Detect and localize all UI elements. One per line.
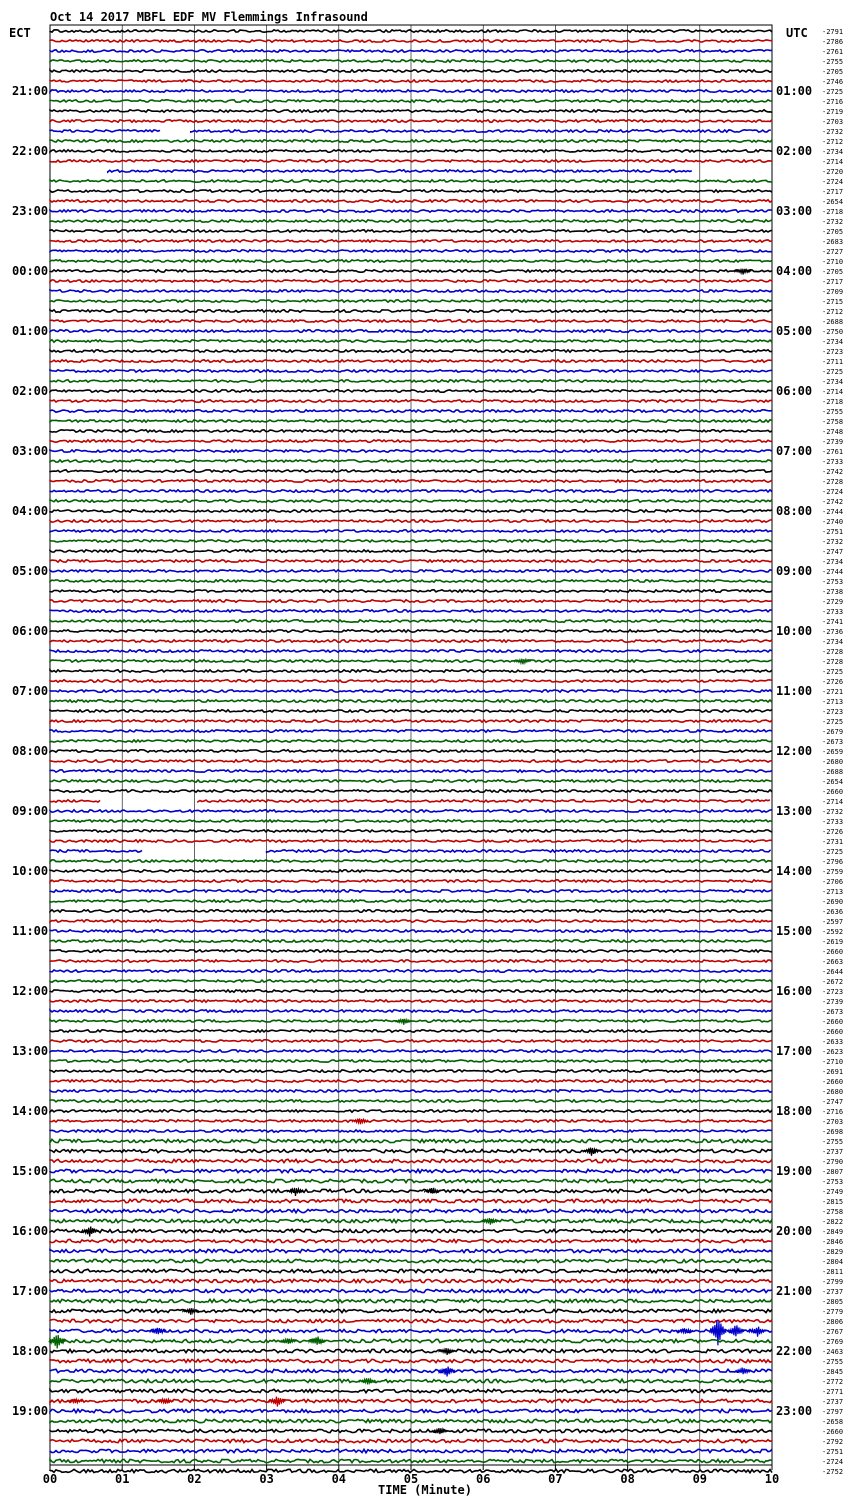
trace-offset-label: -2660 — [822, 788, 844, 796]
trace-88 — [50, 910, 772, 912]
trace-offset-label: -2717 — [822, 278, 844, 286]
trace-offset-label: -2790 — [822, 1158, 844, 1166]
trace-offset-label: -2769 — [822, 1338, 844, 1346]
trace-offset-label: -2729 — [822, 598, 844, 606]
trace-offset-label: -2734 — [822, 148, 844, 156]
trace-80 — [50, 830, 772, 832]
trace-143 — [50, 1459, 772, 1462]
left-hour-label: 21:00 — [12, 84, 49, 98]
trace-offset-label: -2673 — [822, 1008, 844, 1016]
trace-73 — [50, 760, 772, 762]
trace-offset-label: -2726 — [822, 678, 844, 686]
trace-offset-label: -2709 — [822, 288, 844, 296]
trace-offset-label: -2725 — [822, 668, 844, 676]
trace-offset-label: -2804 — [822, 1258, 844, 1266]
right-hour-label: 23:00 — [776, 1404, 813, 1418]
event-mark — [82, 1227, 98, 1237]
trace-offset-label: -2705 — [822, 268, 844, 276]
trace-offset-label: -2721 — [822, 688, 844, 696]
trace-offset-label: -2703 — [822, 1118, 844, 1126]
x-tick-label: 08 — [620, 1472, 635, 1486]
trace-offset-label: -2672 — [822, 978, 844, 986]
trace-offset-label: -2703 — [822, 118, 844, 126]
trace-offset-label: -2734 — [822, 338, 844, 346]
event-mark — [49, 1335, 65, 1349]
right-hour-label: 10:00 — [776, 624, 813, 638]
trace-offset-label: -2772 — [822, 1378, 844, 1386]
trace-offset-label: -2724 — [822, 178, 844, 186]
left-hour-label: 12:00 — [12, 984, 49, 998]
right-hour-label: 22:00 — [776, 1344, 813, 1358]
trace-offset-label: -2736 — [822, 628, 844, 636]
event-mark — [309, 1337, 325, 1345]
right-hour-label: 02:00 — [776, 144, 813, 158]
trace-offset-label: -2728 — [822, 658, 844, 666]
trace-offset-label: -2732 — [822, 218, 844, 226]
trace-offset-label: -2688 — [822, 318, 844, 326]
trace-offset-label: -2740 — [822, 518, 844, 526]
trace-offset-label: -2720 — [822, 168, 844, 176]
trace-offset-label: -2636 — [822, 908, 844, 916]
trace-offset-label: -2715 — [822, 298, 844, 306]
trace-offset-label: -2633 — [822, 1038, 844, 1046]
right-hour-label: 13:00 — [776, 804, 813, 818]
right-hour-label: 14:00 — [776, 864, 813, 878]
x-tick-label: 00 — [42, 1472, 58, 1486]
trace-offset-label: -2815 — [822, 1198, 844, 1206]
right-axis-label: UTC — [786, 26, 808, 40]
x-tick-label: 10 — [764, 1472, 780, 1486]
chart-title: Oct 14 2017 MBFL EDF MV Flemmings Infrasound — [50, 10, 368, 24]
trace-134 — [50, 1369, 772, 1372]
right-hour-label: 21:00 — [776, 1284, 813, 1298]
left-hour-label: 00:00 — [12, 264, 49, 278]
trace-offset-label: -2691 — [822, 1068, 844, 1076]
left-hour-label: 05:00 — [12, 564, 49, 578]
trace-offset-label: -2732 — [822, 538, 844, 546]
event-mark — [750, 1327, 766, 1337]
trace-offset-label: -2731 — [822, 838, 844, 846]
event-mark — [288, 1188, 304, 1196]
trace-offset-label: -2733 — [822, 818, 844, 826]
left-hour-label: 15:00 — [12, 1164, 49, 1178]
right-hour-label: 16:00 — [776, 984, 813, 998]
trace-offset-label: -2660 — [822, 1428, 844, 1436]
left-axis-label: ECT — [9, 26, 31, 40]
trace-offset-label: -2758 — [822, 1208, 844, 1216]
left-hour-label: 14:00 — [12, 1104, 49, 1118]
left-hour-label: 03:00 — [12, 444, 49, 458]
right-hour-label: 08:00 — [776, 504, 813, 518]
trace-offset-label: -2748 — [822, 428, 844, 436]
x-tick-label: 01 — [114, 1472, 130, 1486]
trace-offset-label: -2741 — [822, 618, 844, 626]
trace-offset-label: -2663 — [822, 958, 844, 966]
trace-offset-label: -2726 — [822, 828, 844, 836]
right-hour-label: 09:00 — [776, 564, 813, 578]
trace-offset-label: -2714 — [822, 158, 844, 166]
trace-offset-label: -2711 — [822, 358, 844, 366]
event-mark — [432, 1428, 448, 1434]
trace-51 — [50, 540, 772, 542]
trace-offset-label: -2705 — [822, 68, 844, 76]
trace-offset-label: -2796 — [822, 858, 844, 866]
event-mark — [439, 1348, 455, 1355]
x-tick-label: 07 — [548, 1472, 563, 1486]
trace-offset-label: -2623 — [822, 1048, 844, 1056]
right-hour-label: 15:00 — [776, 924, 813, 938]
trace-offset-labels — [822, 28, 843, 1476]
trace-offset-label: -2712 — [822, 308, 844, 316]
trace-offset-label: -2733 — [822, 458, 844, 466]
trace-offset-label: -2751 — [822, 1448, 844, 1456]
trace-offset-label: -2718 — [822, 398, 844, 406]
right-hour-label: 11:00 — [776, 684, 813, 698]
trace-offset-label: -2728 — [822, 648, 844, 656]
event-mark — [584, 1148, 600, 1156]
trace-offset-label: -2723 — [822, 708, 844, 716]
trace-offset-label: -2846 — [822, 1238, 844, 1246]
trace-offset-label: -2732 — [822, 128, 844, 136]
trace-offset-label: -2755 — [822, 408, 844, 416]
trace-offset-label: -2752 — [822, 1468, 844, 1476]
trace-offset-label: -2713 — [822, 888, 844, 896]
left-hour-labels — [12, 84, 48, 1418]
trace-offset-label: -2750 — [822, 328, 844, 336]
trace-offset-label: -2767 — [822, 1328, 844, 1336]
event-mark — [360, 1378, 376, 1384]
trace-offset-label: -2659 — [822, 748, 844, 756]
x-tick-label: 06 — [475, 1472, 491, 1486]
trace-offset-label: -2755 — [822, 1358, 844, 1366]
left-hour-label: 18:00 — [12, 1344, 49, 1358]
trace-lines — [49, 30, 772, 1473]
trace-offset-label: -2739 — [822, 998, 844, 1006]
trace-offset-label: -2658 — [822, 1418, 844, 1426]
trace-offset-label: -2714 — [822, 388, 844, 396]
trace-offset-label: -2786 — [822, 38, 844, 46]
trace-offset-label: -2660 — [822, 1018, 844, 1026]
trace-offset-label: -2749 — [822, 1188, 844, 1196]
trace-49 — [50, 520, 772, 522]
trace-77 — [50, 800, 100, 802]
trace-35 — [50, 380, 772, 382]
trace-offset-label: -2723 — [822, 988, 844, 996]
left-hour-label: 01:00 — [12, 324, 49, 338]
event-mark — [353, 1119, 369, 1125]
trace-offset-label: -2688 — [822, 768, 844, 776]
trace-offset-label: -2755 — [822, 58, 844, 66]
left-hour-label: 11:00 — [12, 924, 49, 938]
trace-offset-label: -2712 — [822, 138, 844, 146]
trace-offset-label: -2737 — [822, 1288, 844, 1296]
trace-offset-label: -2739 — [822, 438, 844, 446]
right-hour-label: 17:00 — [776, 1044, 813, 1058]
trace-offset-label: -2683 — [822, 238, 844, 246]
right-hour-label: 03:00 — [776, 204, 813, 218]
trace-offset-label: -2797 — [822, 1408, 844, 1416]
trace-offset-label: -2680 — [822, 1088, 844, 1096]
trace-69 — [50, 720, 772, 722]
trace-10 — [50, 130, 160, 132]
trace-offset-label: -2733 — [822, 608, 844, 616]
trace-103 — [50, 1060, 772, 1062]
trace-offset-label: -2619 — [822, 938, 844, 946]
trace-82 — [50, 850, 142, 852]
trace-20 — [50, 230, 772, 232]
trace-offset-label: -2716 — [822, 98, 844, 106]
trace-offset-label: -2753 — [822, 578, 844, 586]
trace-offset-label: -2654 — [822, 198, 844, 206]
trace-offset-label: -2728 — [822, 478, 844, 486]
trace-offset-label: -2710 — [822, 258, 844, 266]
right-hour-label: 20:00 — [776, 1224, 813, 1238]
left-hour-label: 19:00 — [12, 1404, 49, 1418]
trace-offset-label: -2714 — [822, 798, 844, 806]
trace-offset-label: -2706 — [822, 878, 844, 886]
left-hour-label: 10:00 — [12, 864, 49, 878]
event-mark — [269, 1397, 285, 1407]
trace-14 — [108, 170, 692, 172]
trace-offset-label: -2725 — [822, 368, 844, 376]
trace-offset-label: -2761 — [822, 448, 844, 456]
trace-offset-label: -2747 — [822, 548, 844, 556]
trace-7 — [50, 100, 772, 102]
trace-offset-label: -2690 — [822, 898, 844, 906]
trace-39 — [50, 420, 772, 422]
trace-offset-label: -2744 — [822, 568, 844, 576]
left-hour-label: 04:00 — [12, 504, 49, 518]
trace-offset-label: -2737 — [822, 1148, 844, 1156]
trace-offset-label: -2724 — [822, 488, 844, 496]
right-hour-label: 04:00 — [776, 264, 813, 278]
event-mark — [439, 1367, 455, 1377]
trace-offset-label: -2592 — [822, 928, 844, 936]
trace-offset-label: -2779 — [822, 1308, 844, 1316]
trace-offset-label: -2734 — [822, 378, 844, 386]
trace-offset-label: -2727 — [822, 248, 844, 256]
trace-140 — [50, 1429, 772, 1432]
x-tick-label: 04 — [331, 1472, 347, 1486]
trace-10 — [191, 130, 771, 132]
trace-offset-label: -2822 — [822, 1218, 844, 1226]
trace-offset-label: -2829 — [822, 1248, 844, 1256]
right-hour-label: 12:00 — [776, 744, 813, 758]
trace-offset-label: -2660 — [822, 1078, 844, 1086]
trace-offset-label: -2724 — [822, 1458, 844, 1466]
trace-offset-label: -2679 — [822, 728, 844, 736]
trace-offset-label: -2738 — [822, 588, 844, 596]
trace-offset-label: -2807 — [822, 1168, 844, 1176]
trace-offset-label: -2644 — [822, 968, 844, 976]
trace-offset-label: -2734 — [822, 638, 844, 646]
trace-offset-label: -2737 — [822, 1398, 844, 1406]
left-hour-label: 16:00 — [12, 1224, 49, 1238]
trace-offset-label: -2758 — [822, 418, 844, 426]
trace-offset-label: -2710 — [822, 1058, 844, 1066]
trace-offset-label: -2660 — [822, 948, 844, 956]
trace-40 — [50, 430, 772, 432]
trace-offset-label: -2698 — [822, 1128, 844, 1136]
trace-offset-label: -2746 — [822, 78, 844, 86]
trace-offset-label: -2761 — [822, 48, 844, 56]
trace-78 — [50, 810, 772, 812]
trace-77 — [198, 800, 770, 802]
x-axis-label: TIME (Minute) — [378, 1483, 472, 1497]
trace-offset-label: -2771 — [822, 1388, 844, 1396]
x-tick-label: 09 — [692, 1472, 708, 1486]
event-mark — [710, 1320, 726, 1345]
right-hour-label: 01:00 — [776, 84, 813, 98]
trace-offset-label: -2742 — [822, 468, 844, 476]
trace-offset-label: -2755 — [822, 1138, 844, 1146]
trace-offset-label: -2791 — [822, 28, 844, 36]
left-hour-label: 22:00 — [12, 144, 49, 158]
trace-offset-label: -2811 — [822, 1268, 844, 1276]
trace-141 — [50, 1439, 772, 1442]
x-tick-label: 05 — [403, 1472, 419, 1486]
trace-offset-label: -2680 — [822, 758, 844, 766]
x-tick-label: 03 — [259, 1472, 274, 1486]
right-hour-label: 19:00 — [776, 1164, 813, 1178]
left-hour-label: 13:00 — [12, 1044, 49, 1058]
trace-offset-label: -2723 — [822, 348, 844, 356]
trace-offset-label: -2806 — [822, 1318, 844, 1326]
left-hour-label: 02:00 — [12, 384, 49, 398]
trace-offset-label: -2654 — [822, 778, 844, 786]
trace-11 — [50, 140, 772, 142]
trace-offset-label: -2717 — [822, 188, 844, 196]
trace-offset-label: -2845 — [822, 1368, 844, 1376]
trace-offset-label: -2732 — [822, 808, 844, 816]
event-mark — [728, 1325, 744, 1336]
trace-offset-label: -2805 — [822, 1298, 844, 1306]
left-hour-label: 07:00 — [12, 684, 49, 698]
event-mark — [482, 1218, 498, 1225]
trace-offset-label: -2725 — [822, 88, 844, 96]
trace-83 — [50, 860, 772, 862]
left-hour-label: 23:00 — [12, 204, 49, 218]
trace-offset-label: -2463 — [822, 1348, 844, 1356]
trace-offset-label: -2713 — [822, 698, 844, 706]
trace-offset-label: -2792 — [822, 1438, 844, 1446]
left-hour-label: 09:00 — [12, 804, 49, 818]
trace-41 — [50, 440, 772, 442]
trace-offset-label: -2660 — [822, 1028, 844, 1036]
trace-29 — [50, 320, 772, 322]
event-mark — [735, 1368, 751, 1375]
left-hour-label: 08:00 — [12, 744, 49, 758]
trace-offset-label: -2673 — [822, 738, 844, 746]
trace-offset-label: -2751 — [822, 528, 844, 536]
trace-offset-label: -2742 — [822, 498, 844, 506]
trace-offset-label: -2719 — [822, 108, 844, 116]
trace-offset-label: -2718 — [822, 208, 844, 216]
trace-offset-label: -2799 — [822, 1278, 844, 1286]
trace-offset-label: -2747 — [822, 1098, 844, 1106]
right-hour-labels — [776, 84, 812, 1418]
trace-offset-label: -2705 — [822, 228, 844, 236]
right-hour-label: 06:00 — [776, 384, 813, 398]
trace-offset-label: -2597 — [822, 918, 844, 926]
trace-offset-label: -2734 — [822, 558, 844, 566]
trace-offset-label: -2849 — [822, 1228, 844, 1236]
right-hour-label: 05:00 — [776, 324, 813, 338]
right-hour-label: 18:00 — [776, 1104, 813, 1118]
trace-offset-label: -2725 — [822, 718, 844, 726]
trace-offset-label: -2716 — [822, 1108, 844, 1116]
trace-68 — [50, 710, 772, 712]
trace-offset-label: -2759 — [822, 868, 844, 876]
trace-offset-label: -2744 — [822, 508, 844, 516]
trace-offset-label: -2725 — [822, 848, 844, 856]
left-hour-label: 06:00 — [12, 624, 49, 638]
right-hour-label: 07:00 — [776, 444, 813, 458]
left-hour-label: 17:00 — [12, 1284, 49, 1298]
x-tick-label: 02 — [187, 1472, 202, 1486]
trace-82 — [267, 850, 771, 852]
trace-offset-label: -2753 — [822, 1178, 844, 1186]
